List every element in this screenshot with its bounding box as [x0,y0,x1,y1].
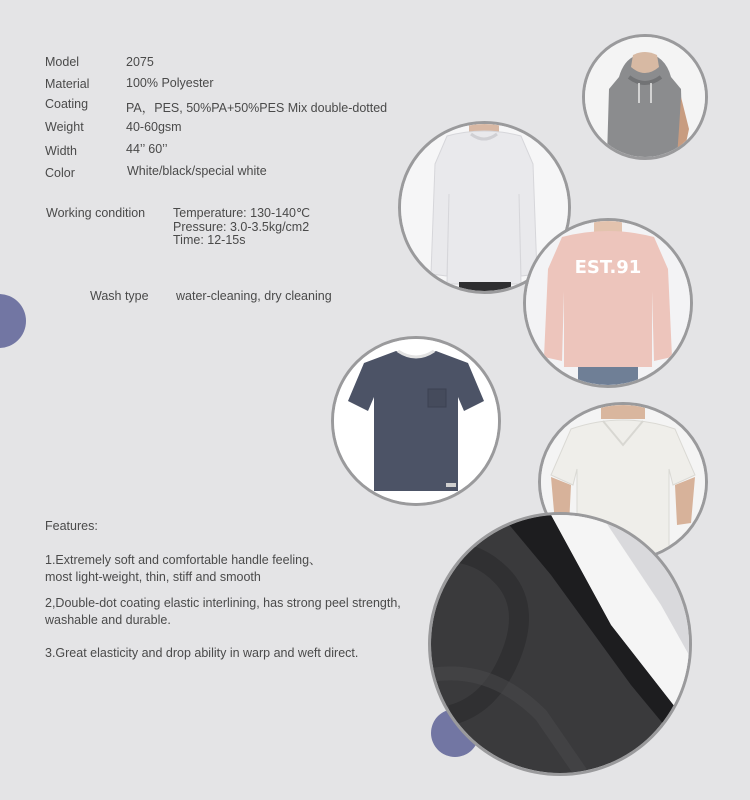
spec-value-material: 100% Polyester [126,76,214,90]
spec-value-color: White/black/special white [127,164,267,178]
feature-item-1 [45,552,322,586]
spec-value-width: 44’’ 60’’ [126,142,168,156]
feature-2-line-2: washable and durable. [45,613,171,627]
spec-label-color: Color [45,166,75,180]
feature-1-line-2: most light-weight, thin, stiff and smooth [45,570,261,584]
condition-pressure: Pressure: 3.0-3.5kg/cm2 [173,219,310,234]
working-condition-values [173,207,310,248]
features-title: Features: [45,519,98,533]
photo-fabric-closeup [428,512,692,776]
feature-item-3 [45,645,358,662]
feature-3-line-1: 3.Great elasticity and drop ability in warp and weft direct. [45,646,359,660]
spec-label-weight: Weight [45,120,84,134]
spec-label-coating: Coating [45,97,89,111]
spec-label-material: Material [45,77,90,91]
photo-grey-hoodie [582,34,708,160]
working-condition-label: Working condition [46,206,146,220]
spec-label-width: Width [45,144,77,158]
spec-value-model: 2075 [126,55,154,69]
feature-2-line-1: 2,Double-dot coating elastic interlining, has strong peel strength, [45,596,401,610]
wash-type-value: water-cleaning, dry cleaning [176,289,332,303]
spec-value-coating: PA，PES, 50%PA+50%PES Mix double-dotted [126,101,388,115]
condition-time: Time: 12-15s [173,233,246,247]
photo-pink-sweatshirt [523,218,693,388]
svg-text:EST.91: EST.91 [574,257,642,278]
feature-item-2 [45,595,401,629]
accent-dot-left [0,294,26,348]
photo-navy-tshirt [331,336,501,506]
feature-1-line-1: 1.Extremely soft and comfortable handle feeling、 [45,553,322,567]
spec-value-weight: 40-60gsm [126,120,182,134]
wash-type-label: Wash type [90,289,149,303]
spec-label-model: Model [45,55,80,69]
condition-temperature: Temperature: 130-140℃ [173,206,311,220]
